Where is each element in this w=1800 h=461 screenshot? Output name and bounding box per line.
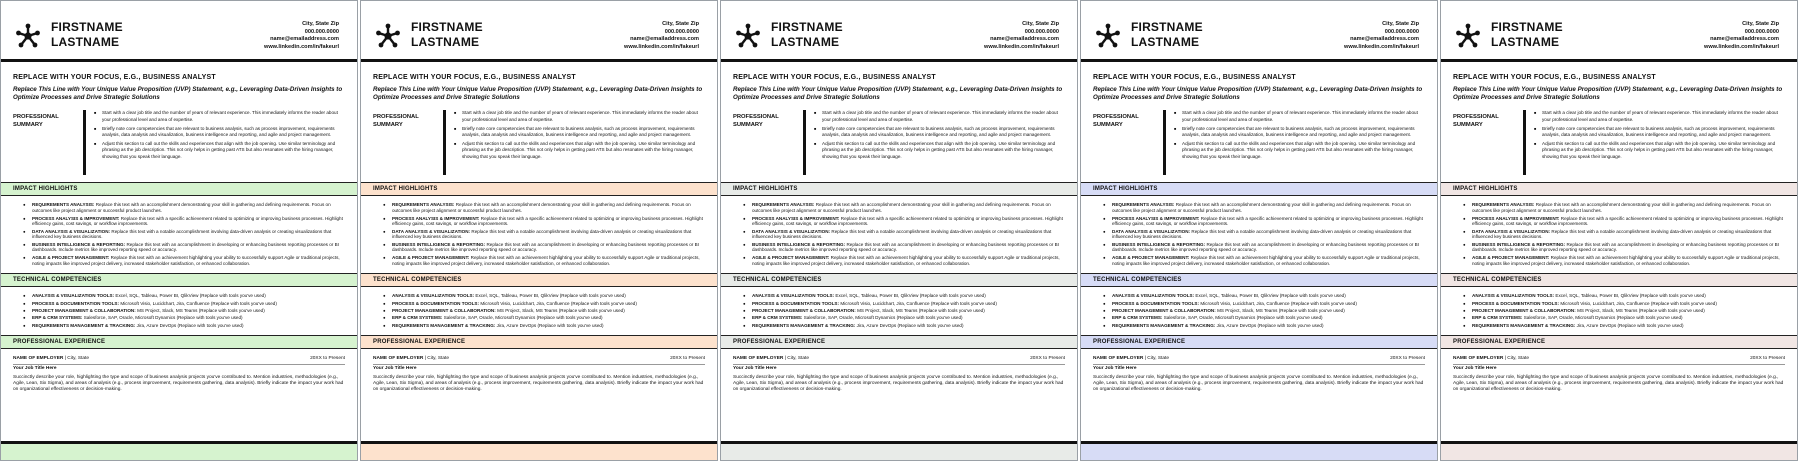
employer-name: NAME OF EMPLOYER bbox=[1453, 356, 1504, 362]
summary-label-line-1: PROFESSIONAL bbox=[1453, 114, 1499, 121]
phone: 000.000.0000 bbox=[304, 28, 339, 35]
summary-bullet: ■ Adjust this section to call out the skills and experiences that align with the job opening. Use similar terminology and phrasing as the job description. This not only helps in getting past ATS but also resonates with the hiring manager, showing that you speak their language. bbox=[1174, 141, 1425, 160]
last-name: LASTNAME bbox=[1131, 35, 1200, 49]
summary-bullet: ■ Start with a clear job title and the number of years of relevant experience. This immediately informs the reader about your professional level and area of expertise. bbox=[814, 110, 1065, 122]
impact-item: ● DATA ANALYSIS & VISUALIZATION: Replace this text with a notable accomplishment involving data-driven analysis or creating visualizations that influenced key business decisions. bbox=[743, 229, 1065, 241]
impact-item: ● BUSINESS INTELLIGENCE & REPORTING: Replace this text with an accomplishment in developing or enhancing business reporting processes or BI dashboards. Include metrics like improved reporting speed or accuracy. bbox=[743, 242, 1065, 254]
resume-template-panel-5[interactable] bbox=[1440, 0, 1798, 461]
tech-item: ● ERP & CRM SYSTEMS: Salesforce, SAP, Oracle, Microsoft Dynamics (Replace with tools you've used) bbox=[1463, 315, 1785, 321]
professional-experience-heading: PROFESSIONAL EXPERIENCE bbox=[1, 335, 357, 349]
summary-divider bbox=[83, 110, 86, 175]
summary-list bbox=[814, 110, 1065, 175]
summary-bullet: ■ Adjust this section to call out the skills and experiences that align with the job opening. Use similar terminology and phrasing as the job description. This not only helps in getting past ATS but also resonates with the hiring manager, showing that you speak their language. bbox=[1534, 141, 1785, 160]
summary-label bbox=[733, 110, 803, 175]
summary-bullet: ■ Start with a clear job title and the number of years of relevant experience. This immediately informs the reader about your professional level and area of expertise. bbox=[454, 110, 705, 122]
uvp-statement: Replace This Line with Your Unique Value Proposition (UVP) Statement, e.g., Leveraging Data-Driven Insights to Optimize Processes and Drive Strategic Solutions bbox=[13, 86, 343, 102]
impact-item: ● REQUIREMENTS ANALYSIS: Replace this text with an accomplishment demonstrating your skill in gathering and defining requirements. Focus on outcomes like project alignment or successful product launches. bbox=[1103, 202, 1425, 214]
summary-bullet: ■ Briefly note core competencies that are relevant to business analysis, such as process improvement, requirements analysis, data analysis and visualization, business intelligence and reporting, and agile and project management. bbox=[94, 126, 345, 138]
summary-bullet: ■ Briefly note core competencies that are relevant to business analysis, such as process improvement, requirements analysis, data analysis and visualization, business intelligence and reporting, and agile and project management. bbox=[814, 126, 1065, 138]
impact-item: ● BUSINESS INTELLIGENCE & REPORTING: Replace this text with an accomplishment in developing or enhancing business reporting processes or BI dashboards. Include metrics like improved reporting speed or accuracy. bbox=[23, 242, 345, 254]
impact-item: ● PROCESS ANALYSIS & IMPROVEMENT: Replace this text with a specific achievement related to optimizing or improving business processes. Highlight efficiency gains, cost savings, or workflow improvements. bbox=[1103, 216, 1425, 228]
email: name@emailaddress.com bbox=[1350, 36, 1419, 42]
focus-title: REPLACE WITH YOUR FOCUS, E.G., BUSINESS ANALYST bbox=[1093, 74, 1296, 81]
employer-location: | City, State bbox=[63, 356, 90, 362]
candidate-name bbox=[1131, 20, 1203, 50]
impact-item: ● PROCESS ANALYSIS & IMPROVEMENT: Replace this text with a specific achievement related to optimizing or improving business processes. Highlight efficiency gains, cost savings, or workflow improvements. bbox=[383, 216, 705, 228]
tech-item: ● PROCESS & DOCUMENTATION TOOLS: Microsoft Visio, Lucidchart, Jira, Confluence (Replace with tools you've used) bbox=[383, 301, 705, 307]
resume-template-panel-2[interactable] bbox=[360, 0, 718, 461]
contact-block bbox=[624, 21, 699, 51]
employer-line bbox=[373, 356, 705, 364]
experience-entry bbox=[733, 356, 1065, 393]
contact-block bbox=[1344, 21, 1419, 51]
tech-item: ● PROCESS & DOCUMENTATION TOOLS: Microsoft Visio, Lucidchart, Jira, Confluence (Replace with tools you've used) bbox=[1103, 301, 1425, 307]
impact-highlights-heading: IMPACT HIGHLIGHTS bbox=[721, 182, 1077, 196]
phone: 000.000.0000 bbox=[664, 28, 699, 35]
professional-summary bbox=[373, 110, 705, 175]
summary-bullet: ■ Adjust this section to call out the skills and experiences that align with the job opening. Use similar terminology and phrasing as the job description. This not only helps in getting past ATS but also resonates with the hiring manager, showing that you speak their language. bbox=[454, 141, 705, 160]
technical-competencies-heading: TECHNICAL COMPETENCIES bbox=[361, 273, 717, 287]
employment-dates: 20XX to Present bbox=[670, 356, 705, 362]
summary-label-line-2: SUMMARY bbox=[373, 121, 403, 128]
employer-location: | City, State bbox=[423, 356, 450, 362]
summary-label-line-1: PROFESSIONAL bbox=[733, 114, 779, 121]
summary-bullet: ■ Adjust this section to call out the skills and experiences that align with the job opening. Use similar terminology and phrasing as the job description. This not only helps in getting past ATS but also resonates with the hiring manager, showing that you speak their language. bbox=[814, 141, 1065, 160]
bottom-bar bbox=[1441, 441, 1797, 460]
summary-divider bbox=[1523, 110, 1526, 175]
summary-label bbox=[13, 110, 83, 175]
experience-entry bbox=[1093, 356, 1425, 393]
professional-summary bbox=[1453, 110, 1785, 175]
bottom-bar bbox=[1081, 441, 1437, 460]
experience-entry bbox=[373, 356, 705, 393]
city-state: City, State Zip bbox=[1382, 21, 1419, 27]
uvp-statement: Replace This Line with Your Unique Value Proposition (UVP) Statement, e.g., Leveraging Data-Driven Insights to Optimize Processes and Drive Strategic Solutions bbox=[733, 86, 1063, 102]
last-name: LASTNAME bbox=[1491, 35, 1560, 49]
impact-item: ● REQUIREMENTS ANALYSIS: Replace this text with an accomplishment demonstrating your skill in gathering and defining requirements. Focus on outcomes like project alignment or successful product launches. bbox=[23, 202, 345, 214]
tech-item: ● PROCESS & DOCUMENTATION TOOLS: Microsoft Visio, Lucidchart, Jira, Confluence (Replace with tools you've used) bbox=[743, 301, 1065, 307]
focus-title: REPLACE WITH YOUR FOCUS, E.G., BUSINESS ANALYST bbox=[373, 74, 576, 81]
summary-bullet: ■ Briefly note core competencies that are relevant to business analysis, such as process improvement, requirements analysis, data analysis and visualization, business intelligence and reporting, and agile and project management. bbox=[1174, 126, 1425, 138]
technical-competencies-heading: TECHNICAL COMPETENCIES bbox=[1441, 273, 1797, 287]
impact-item: ● AGILE & PROJECT MANAGEMENT: Replace this text with an achievement highlighting your ability to successfully support Agile or traditional projects, noting impacts like improved project delivery, increased stakeholder satisfaction, or enhanced collaboration. bbox=[1463, 255, 1785, 267]
uvp-statement: Replace This Line with Your Unique Value Proposition (UVP) Statement, e.g., Leveraging Data-Driven Insights to Optimize Processes and Drive Strategic Solutions bbox=[373, 86, 703, 102]
employer-location: | City, State bbox=[1143, 356, 1170, 362]
job-description: Succinctly describe your role, highlighting the type and scope of business analysis projects you've contributed to. Mention industries, methodologies (e.g., Agile, Lean, Six Sigma), and areas of analysis (e.g., process improvement, requirements gathering, data analysis). Briefly indicate the impact your work had on organizational effectiveness or decision-making. bbox=[13, 374, 344, 393]
tech-item: ● PROCESS & DOCUMENTATION TOOLS: Microsoft Visio, Lucidchart, Jira, Confluence (Replace with tools you've used) bbox=[23, 301, 345, 307]
impact-item: ● PROCESS ANALYSIS & IMPROVEMENT: Replace this text with a specific achievement related to optimizing or improving business processes. Highlight efficiency gains, cost savings, or workflow improvements. bbox=[743, 216, 1065, 228]
impact-highlights-heading: IMPACT HIGHLIGHTS bbox=[1081, 182, 1437, 196]
summary-label-line-2: SUMMARY bbox=[733, 121, 763, 128]
impact-highlights-heading: IMPACT HIGHLIGHTS bbox=[1441, 182, 1797, 196]
tech-item: ● ERP & CRM SYSTEMS: Salesforce, SAP, Oracle, Microsoft Dynamics (Replace with tools you've used) bbox=[23, 315, 345, 321]
professional-experience-heading: PROFESSIONAL EXPERIENCE bbox=[361, 335, 717, 349]
resume-header bbox=[1, 1, 357, 62]
employment-dates: 20XX to Present bbox=[1390, 356, 1425, 362]
job-description: Succinctly describe your role, highlighting the type and scope of business analysis projects you've contributed to. Mention industries, methodologies (e.g., Agile, Lean, Six Sigma), and areas of analysis (e.g., process improvement, requirements gathering, data analysis). Briefly indicate the impact your work had on organizational effectiveness or decision-making. bbox=[733, 374, 1064, 393]
employment-dates: 20XX to Present bbox=[1030, 356, 1065, 362]
employer-location: | City, State bbox=[783, 356, 810, 362]
tech-item: ● ANALYSIS & VISUALIZATION TOOLS: Excel, SQL, Tableau, Power BI, QlikView (Replace with tools you've used) bbox=[1103, 293, 1425, 299]
summary-label-line-2: SUMMARY bbox=[1453, 121, 1483, 128]
focus-block bbox=[361, 62, 717, 102]
employment-dates: 20XX to Present bbox=[1750, 356, 1785, 362]
summary-list bbox=[94, 110, 345, 175]
impact-item: ● AGILE & PROJECT MANAGEMENT: Replace this text with an achievement highlighting your ability to successfully support Agile or traditional projects, noting impacts like improved project delivery, increased stakeholder satisfaction, or enhanced collaboration. bbox=[23, 255, 345, 267]
impact-list bbox=[23, 202, 345, 266]
bottom-bar bbox=[721, 441, 1077, 460]
focus-block bbox=[1, 62, 357, 102]
contact-block bbox=[264, 21, 339, 51]
focus-title: REPLACE WITH YOUR FOCUS, E.G., BUSINESS ANALYST bbox=[13, 74, 216, 81]
resume-header bbox=[361, 1, 717, 62]
professional-experience-heading: PROFESSIONAL EXPERIENCE bbox=[1081, 335, 1437, 349]
summary-divider bbox=[803, 110, 806, 175]
summary-bullet: ■ Briefly note core competencies that are relevant to business analysis, such as process improvement, requirements analysis, data analysis and visualization, business intelligence and reporting, and agile and project management. bbox=[454, 126, 705, 138]
professional-summary bbox=[733, 110, 1065, 175]
impact-highlights-heading: IMPACT HIGHLIGHTS bbox=[361, 182, 717, 196]
email: name@emailaddress.com bbox=[270, 36, 339, 42]
tech-item: ● ANALYSIS & VISUALIZATION TOOLS: Excel, SQL, Tableau, Power BI, QlikView (Replace with tools you've used) bbox=[743, 293, 1065, 299]
city-state: City, State Zip bbox=[1022, 21, 1059, 27]
summary-bullet: ■ Start with a clear job title and the number of years of relevant experience. This immediately informs the reader about your professional level and area of expertise. bbox=[1534, 110, 1785, 122]
summary-label-line-1: PROFESSIONAL bbox=[373, 114, 419, 121]
phone: 000.000.0000 bbox=[1024, 28, 1059, 35]
impact-item: ● DATA ANALYSIS & VISUALIZATION: Replace this text with a notable accomplishment involving data-driven analysis or creating visualizations that influenced key business decisions. bbox=[383, 229, 705, 241]
experience-entry bbox=[13, 356, 345, 393]
tech-list bbox=[1463, 293, 1785, 328]
first-name: FIRSTNAME bbox=[771, 20, 843, 34]
tech-item: ● REQUIREMENTS MANAGEMENT & TRACKING: Jira, Azure DevOps (Replace with tools you've used) bbox=[1463, 323, 1785, 329]
tech-item: ● ANALYSIS & VISUALIZATION TOOLS: Excel, SQL, Tableau, Power BI, QlikView (Replace with tools you've used) bbox=[1463, 293, 1785, 299]
summary-divider bbox=[1163, 110, 1166, 175]
network-logo-icon bbox=[735, 23, 761, 49]
candidate-name bbox=[1491, 20, 1563, 50]
linkedin-url: www.linkedin.com/in/fakeurl bbox=[1343, 43, 1419, 50]
summary-bullet: ■ Adjust this section to call out the skills and experiences that align with the job opening. Use similar terminology and phrasing as the job description. This not only helps in getting past ATS but also resonates with the hiring manager, showing that you speak their language. bbox=[94, 141, 345, 160]
resume-template-panel-1[interactable] bbox=[0, 0, 358, 461]
tech-item: ● ERP & CRM SYSTEMS: Salesforce, SAP, Oracle, Microsoft Dynamics (Replace with tools you've used) bbox=[743, 315, 1065, 321]
focus-block bbox=[1441, 62, 1797, 102]
tech-item: ● PROJECT MANAGEMENT & COLLABORATION: MS Project, Slack, MS Teams (Replace with tools you've used) bbox=[1463, 308, 1785, 314]
tech-item: ● REQUIREMENTS MANAGEMENT & TRACKING: Jira, Azure DevOps (Replace with tools you've used) bbox=[383, 323, 705, 329]
tech-item: ● PROJECT MANAGEMENT & COLLABORATION: MS Project, Slack, MS Teams (Replace with tools you've used) bbox=[23, 308, 345, 314]
focus-title: REPLACE WITH YOUR FOCUS, E.G., BUSINESS ANALYST bbox=[1453, 74, 1656, 81]
impact-item: ● DATA ANALYSIS & VISUALIZATION: Replace this text with a notable accomplishment involving data-driven analysis or creating visualizations that influenced key business decisions. bbox=[1463, 229, 1785, 241]
employer-line bbox=[733, 356, 1065, 364]
tech-item: ● PROJECT MANAGEMENT & COLLABORATION: MS Project, Slack, MS Teams (Replace with tools you've used) bbox=[1103, 308, 1425, 314]
linkedin-url: www.linkedin.com/in/fakeurl bbox=[983, 43, 1059, 50]
last-name: LASTNAME bbox=[51, 35, 120, 49]
linkedin-url: www.linkedin.com/in/fakeurl bbox=[263, 43, 339, 50]
city-state: City, State Zip bbox=[302, 21, 339, 27]
impact-item: ● PROCESS ANALYSIS & IMPROVEMENT: Replace this text with a specific achievement related to optimizing or improving business processes. Highlight efficiency gains, cost savings, or workflow improvements. bbox=[1463, 216, 1785, 228]
job-title: Your Job Title Here bbox=[733, 365, 777, 371]
impact-item: ● AGILE & PROJECT MANAGEMENT: Replace this text with an achievement highlighting your ability to successfully support Agile or traditional projects, noting impacts like improved project delivery, increased stakeholder satisfaction, or enhanced collaboration. bbox=[1103, 255, 1425, 267]
employer-line bbox=[1453, 356, 1785, 364]
impact-list bbox=[1103, 202, 1425, 266]
impact-item: ● PROCESS ANALYSIS & IMPROVEMENT: Replace this text with a specific achievement related to optimizing or improving business processes. Highlight efficiency gains, cost savings, or workflow improvements. bbox=[23, 216, 345, 228]
technical-competencies-heading: TECHNICAL COMPETENCIES bbox=[1081, 273, 1437, 287]
summary-label bbox=[373, 110, 443, 175]
tech-item: ● ERP & CRM SYSTEMS: Salesforce, SAP, Oracle, Microsoft Dynamics (Replace with tools you've used) bbox=[1103, 315, 1425, 321]
tech-list bbox=[1103, 293, 1425, 328]
job-description: Succinctly describe your role, highlighting the type and scope of business analysis projects you've contributed to. Mention industries, methodologies (e.g., Agile, Lean, Six Sigma), and areas of analysis (e.g., process improvement, requirements gathering, data analysis). Briefly indicate the impact your work had on organizational effectiveness or decision-making. bbox=[1453, 374, 1784, 393]
resume-header bbox=[1081, 1, 1437, 62]
impact-item: ● BUSINESS INTELLIGENCE & REPORTING: Replace this text with an accomplishment in developing or enhancing business reporting processes or BI dashboards. Include metrics like improved reporting speed or accuracy. bbox=[383, 242, 705, 254]
first-name: FIRSTNAME bbox=[1131, 20, 1203, 34]
job-title: Your Job Title Here bbox=[1453, 365, 1497, 371]
network-logo-icon bbox=[1455, 23, 1481, 49]
tech-list bbox=[383, 293, 705, 328]
employer-line bbox=[1093, 356, 1425, 364]
employment-dates: 20XX to Present bbox=[310, 356, 345, 362]
employer-name: NAME OF EMPLOYER bbox=[1093, 356, 1144, 362]
employer-name: NAME OF EMPLOYER bbox=[733, 356, 784, 362]
summary-list bbox=[1174, 110, 1425, 175]
bottom-bar bbox=[361, 441, 717, 460]
phone: 000.000.0000 bbox=[1744, 28, 1779, 35]
summary-label-line-1: PROFESSIONAL bbox=[13, 114, 59, 121]
impact-item: ● REQUIREMENTS ANALYSIS: Replace this text with an accomplishment demonstrating your skill in gathering and defining requirements. Focus on outcomes like project alignment or successful product launches. bbox=[383, 202, 705, 214]
tech-item: ● PROCESS & DOCUMENTATION TOOLS: Microsoft Visio, Lucidchart, Jira, Confluence (Replace with tools you've used) bbox=[1463, 301, 1785, 307]
focus-title: REPLACE WITH YOUR FOCUS, E.G., BUSINESS ANALYST bbox=[733, 74, 936, 81]
network-logo-icon bbox=[375, 23, 401, 49]
uvp-statement: Replace This Line with Your Unique Value Proposition (UVP) Statement, e.g., Leveraging Data-Driven Insights to Optimize Processes and Drive Strategic Solutions bbox=[1093, 86, 1423, 102]
last-name: LASTNAME bbox=[411, 35, 480, 49]
tech-item: ● PROJECT MANAGEMENT & COLLABORATION: MS Project, Slack, MS Teams (Replace with tools you've used) bbox=[383, 308, 705, 314]
summary-label-line-1: PROFESSIONAL bbox=[1093, 114, 1139, 121]
experience-entry bbox=[1453, 356, 1785, 393]
candidate-name bbox=[51, 20, 123, 50]
focus-block bbox=[721, 62, 1077, 102]
employer-name: NAME OF EMPLOYER bbox=[13, 356, 64, 362]
candidate-name bbox=[411, 20, 483, 50]
impact-list bbox=[743, 202, 1065, 266]
tech-list bbox=[23, 293, 345, 328]
linkedin-url: www.linkedin.com/in/fakeurl bbox=[1703, 43, 1779, 50]
tech-list bbox=[743, 293, 1065, 328]
network-logo-icon bbox=[1095, 23, 1121, 49]
professional-experience-heading: PROFESSIONAL EXPERIENCE bbox=[1441, 335, 1797, 349]
summary-list bbox=[454, 110, 705, 175]
tech-item: ● REQUIREMENTS MANAGEMENT & TRACKING: Jira, Azure DevOps (Replace with tools you've used) bbox=[1103, 323, 1425, 329]
impact-item: ● AGILE & PROJECT MANAGEMENT: Replace this text with an achievement highlighting your ability to successfully support Agile or traditional projects, noting impacts like improved project delivery, increased stakeholder satisfaction, or enhanced collaboration. bbox=[743, 255, 1065, 267]
impact-item: ● DATA ANALYSIS & VISUALIZATION: Replace this text with a notable accomplishment involving data-driven analysis or creating visualizations that influenced key business decisions. bbox=[1103, 229, 1425, 241]
impact-item: ● REQUIREMENTS ANALYSIS: Replace this text with an accomplishment demonstrating your skill in gathering and defining requirements. Focus on outcomes like project alignment or successful product launches. bbox=[743, 202, 1065, 214]
summary-bullet: ■ Start with a clear job title and the number of years of relevant experience. This immediately informs the reader about your professional level and area of expertise. bbox=[1174, 110, 1425, 122]
employer-location: | City, State bbox=[1503, 356, 1530, 362]
job-title: Your Job Title Here bbox=[1093, 365, 1137, 371]
phone: 000.000.0000 bbox=[1384, 28, 1419, 35]
professional-experience-heading: PROFESSIONAL EXPERIENCE bbox=[721, 335, 1077, 349]
job-description: Succinctly describe your role, highlighting the type and scope of business analysis projects you've contributed to. Mention industries, methodologies (e.g., Agile, Lean, Six Sigma), and areas of analysis (e.g., process improvement, requirements gathering, data analysis). Briefly indicate the impact your work had on organizational effectiveness or decision-making. bbox=[373, 374, 704, 393]
professional-summary bbox=[13, 110, 345, 175]
tech-item: ● REQUIREMENTS MANAGEMENT & TRACKING: Jira, Azure DevOps (Replace with tools you've used) bbox=[23, 323, 345, 329]
first-name: FIRSTNAME bbox=[51, 20, 123, 34]
tech-item: ● ANALYSIS & VISUALIZATION TOOLS: Excel, SQL, Tableau, Power BI, QlikView (Replace with tools you've used) bbox=[23, 293, 345, 299]
city-state: City, State Zip bbox=[662, 21, 699, 27]
summary-label-line-2: SUMMARY bbox=[1093, 121, 1123, 128]
tech-item: ● ERP & CRM SYSTEMS: Salesforce, SAP, Oracle, Microsoft Dynamics (Replace with tools you've used) bbox=[383, 315, 705, 321]
resume-template-panel-3[interactable] bbox=[720, 0, 1078, 461]
summary-bullet: ■ Start with a clear job title and the number of years of relevant experience. This immediately informs the reader about your professional level and area of expertise. bbox=[94, 110, 345, 122]
job-title: Your Job Title Here bbox=[373, 365, 417, 371]
summary-label bbox=[1453, 110, 1523, 175]
last-name: LASTNAME bbox=[771, 35, 840, 49]
resume-header bbox=[721, 1, 1077, 62]
resume-header bbox=[1441, 1, 1797, 62]
impact-item: ● AGILE & PROJECT MANAGEMENT: Replace this text with an achievement highlighting your ability to successfully support Agile or traditional projects, noting impacts like improved project delivery, increased stakeholder satisfaction, or enhanced collaboration. bbox=[383, 255, 705, 267]
candidate-name bbox=[771, 20, 843, 50]
contact-block bbox=[984, 21, 1059, 51]
resume-template-panel-4[interactable] bbox=[1080, 0, 1438, 461]
email: name@emailaddress.com bbox=[630, 36, 699, 42]
first-name: FIRSTNAME bbox=[411, 20, 483, 34]
employer-line bbox=[13, 356, 345, 364]
impact-item: ● BUSINESS INTELLIGENCE & REPORTING: Replace this text with an accomplishment in developing or enhancing business reporting processes or BI dashboards. Include metrics like improved reporting speed or accuracy. bbox=[1463, 242, 1785, 254]
impact-list bbox=[383, 202, 705, 266]
contact-block bbox=[1704, 21, 1779, 51]
impact-item: ● BUSINESS INTELLIGENCE & REPORTING: Replace this text with an accomplishment in developing or enhancing business reporting processes or BI dashboards. Include metrics like improved reporting speed or accuracy. bbox=[1103, 242, 1425, 254]
first-name: FIRSTNAME bbox=[1491, 20, 1563, 34]
summary-label bbox=[1093, 110, 1163, 175]
job-title: Your Job Title Here bbox=[13, 365, 57, 371]
impact-item: ● REQUIREMENTS ANALYSIS: Replace this text with an accomplishment demonstrating your skill in gathering and defining requirements. Focus on outcomes like project alignment or successful product launches. bbox=[1463, 202, 1785, 214]
tech-item: ● ANALYSIS & VISUALIZATION TOOLS: Excel, SQL, Tableau, Power BI, QlikView (Replace with tools you've used) bbox=[383, 293, 705, 299]
technical-competencies-heading: TECHNICAL COMPETENCIES bbox=[721, 273, 1077, 287]
summary-bullet: ■ Briefly note core competencies that are relevant to business analysis, such as process improvement, requirements analysis, data analysis and visualization, business intelligence and reporting, and agile and project management. bbox=[1534, 126, 1785, 138]
email: name@emailaddress.com bbox=[990, 36, 1059, 42]
tech-item: ● REQUIREMENTS MANAGEMENT & TRACKING: Jira, Azure DevOps (Replace with tools you've used) bbox=[743, 323, 1065, 329]
network-logo-icon bbox=[15, 23, 41, 49]
impact-highlights-heading: IMPACT HIGHLIGHTS bbox=[1, 182, 357, 196]
professional-summary bbox=[1093, 110, 1425, 175]
email: name@emailaddress.com bbox=[1710, 36, 1779, 42]
employer-name: NAME OF EMPLOYER bbox=[373, 356, 424, 362]
summary-divider bbox=[443, 110, 446, 175]
focus-block bbox=[1081, 62, 1437, 102]
bottom-bar bbox=[1, 441, 357, 460]
technical-competencies-heading: TECHNICAL COMPETENCIES bbox=[1, 273, 357, 287]
linkedin-url: www.linkedin.com/in/fakeurl bbox=[623, 43, 699, 50]
tech-item: ● PROJECT MANAGEMENT & COLLABORATION: MS Project, Slack, MS Teams (Replace with tools you've used) bbox=[743, 308, 1065, 314]
job-description: Succinctly describe your role, highlighting the type and scope of business analysis projects you've contributed to. Mention industries, methodologies (e.g., Agile, Lean, Six Sigma), and areas of analysis (e.g., process improvement, requirements gathering, data analysis). Briefly indicate the impact your work had on organizational effectiveness or decision-making. bbox=[1093, 374, 1424, 393]
summary-label-line-2: SUMMARY bbox=[13, 121, 43, 128]
city-state: City, State Zip bbox=[1742, 21, 1779, 27]
impact-list bbox=[1463, 202, 1785, 266]
summary-list bbox=[1534, 110, 1785, 175]
uvp-statement: Replace This Line with Your Unique Value Proposition (UVP) Statement, e.g., Leveraging Data-Driven Insights to Optimize Processes and Drive Strategic Solutions bbox=[1453, 86, 1783, 102]
impact-item: ● DATA ANALYSIS & VISUALIZATION: Replace this text with a notable accomplishment involving data-driven analysis or creating visualizations that influenced key business decisions. bbox=[23, 229, 345, 241]
